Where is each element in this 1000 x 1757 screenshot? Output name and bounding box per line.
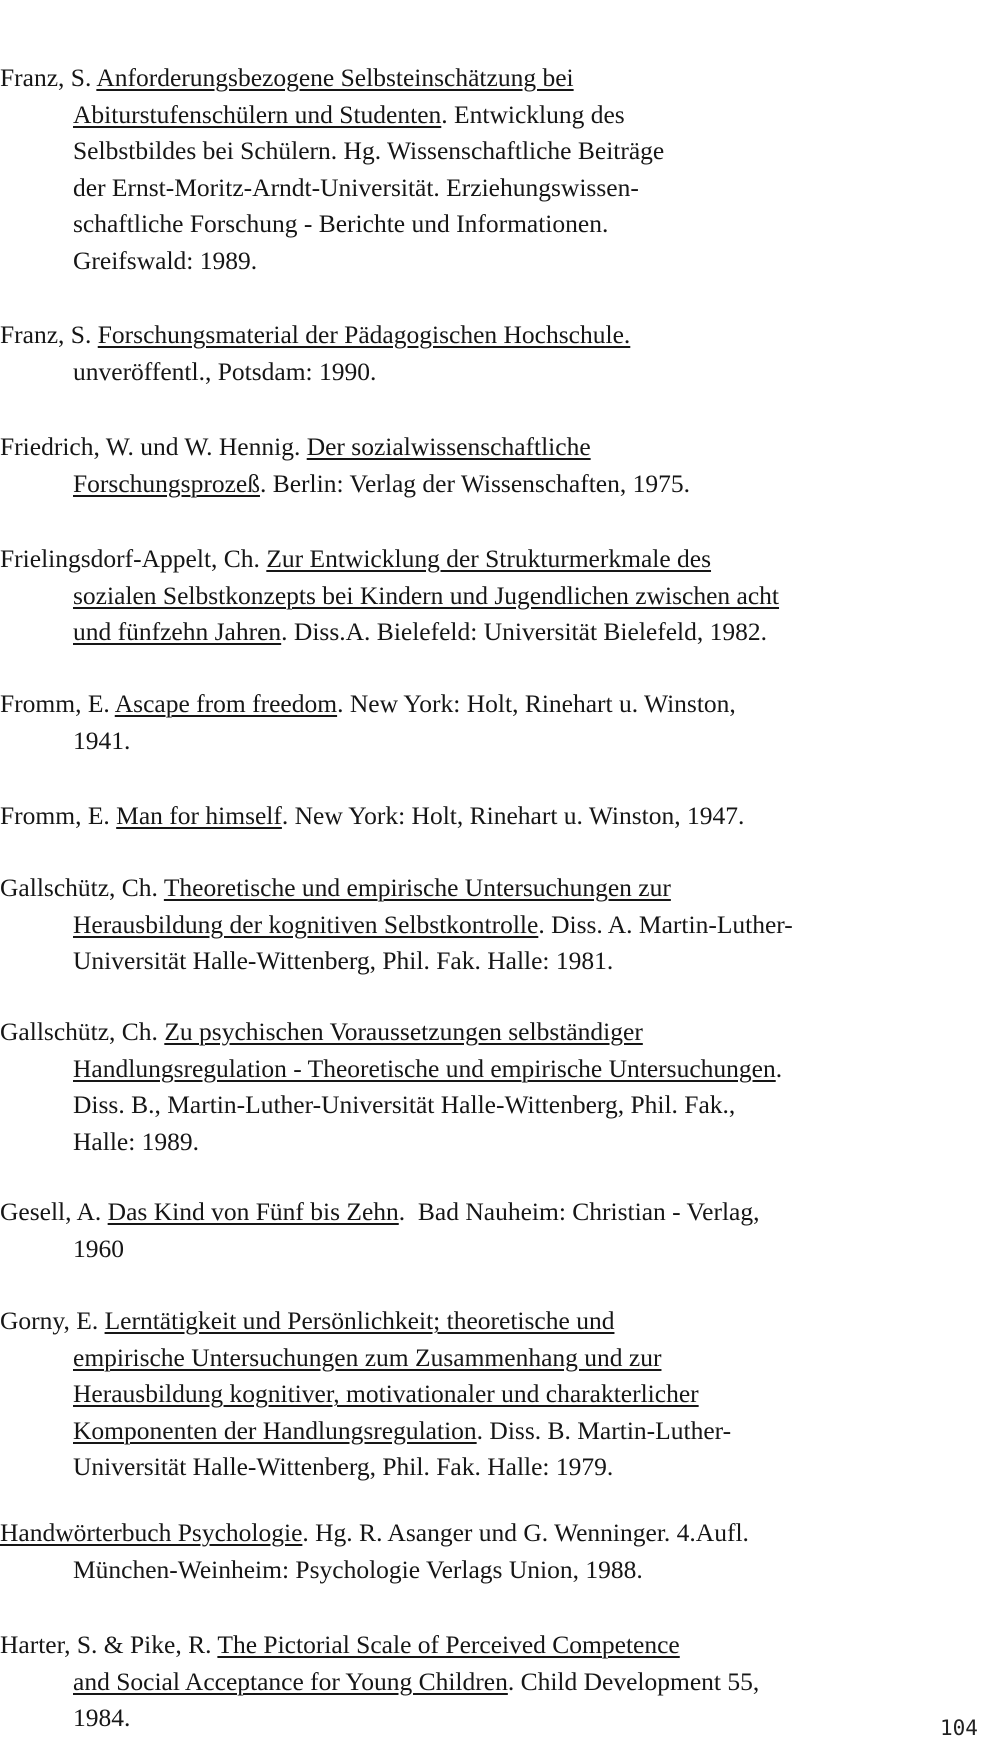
reference-handwoerterbuch-1988: [0, 1515, 975, 1588]
reference-line: Abiturstufenschülern und Studenten. Entwicklung des: [73, 99, 625, 129]
reference-line: Fromm, E. Ascape from freedom. New York: Holt, Rinehart u. Winston,: [0, 689, 736, 718]
reference-line: Halle: 1989.: [73, 1126, 200, 1156]
reference-franz-1990: [0, 317, 975, 390]
reference-line: Frielingsdorf-Appelt, Ch. Zur Entwicklung der Strukturmerkmale des: [0, 544, 712, 573]
reference-line: 1941.: [73, 725, 131, 755]
reference-line: empirische Untersuchungen zum Zusammenhang und zur: [73, 1342, 662, 1372]
page-number: 104: [940, 1716, 978, 1740]
reference-franz-1989: [0, 60, 975, 280]
reference-line: Diss. B., Martin-Luther-Universität Halle-Wittenberg, Phil. Fak.,: [73, 1090, 736, 1120]
reference-line: sozialen Selbstkonzepts bei Kindern und Jugendlichen zwischen acht: [73, 580, 780, 610]
reference-line: Forschungsprozeß. Berlin: Verlag der Wissenschaften, 1975.: [73, 468, 690, 498]
reference-line: Harter, S. & Pike, R. The Pictorial Scale of Perceived Competence: [0, 1630, 680, 1659]
reference-line: Fromm, E. Man for himself. New York: Holt, Rinehart u. Winston, 1947.: [0, 801, 745, 830]
reference-line: unveröffentl., Potsdam: 1990.: [73, 356, 377, 386]
reference-line: Franz, S. Anforderungsbezogene Selbsteinschätzung bei: [0, 63, 574, 92]
reference-line: Greifswald: 1989.: [73, 245, 258, 275]
reference-gesell-1960: [0, 1194, 975, 1267]
reference-gorny-1979: [0, 1303, 975, 1486]
reference-line: Friedrich, W. und W. Hennig. Der sozialwissenschaftliche: [0, 432, 591, 461]
reference-line: München-Weinheim: Psychologie Verlags Union, 1988.: [73, 1554, 643, 1584]
reference-line: und fünfzehn Jahren. Diss.A. Bielefeld: Universität Bielefeld, 1982.: [73, 617, 767, 647]
reference-gallschuetz-1981: [0, 870, 975, 980]
reference-line: Komponenten der Handlungsregulation. Diss. B. Martin-Luther-: [73, 1415, 732, 1445]
reference-line: Universität Halle-Wittenberg, Phil. Fak. Halle: 1979.: [73, 1452, 614, 1482]
reference-line: 1960: [73, 1233, 124, 1263]
reference-harter-1984: [0, 1627, 975, 1737]
reference-line: Universität Halle-Wittenberg, Phil. Fak. Halle: 1981.: [73, 946, 614, 976]
reference-line: schaftliche Forschung - Berichte und Informationen.: [73, 209, 609, 239]
reference-line: Handlungsregulation - Theoretische und empirische Untersuchungen.: [73, 1053, 783, 1083]
reference-line: Selbstbildes bei Schülern. Hg. Wissenschaftliche Beiträge: [73, 136, 665, 166]
reference-line: and Social Acceptance for Young Children. Child Development 55,: [73, 1666, 760, 1696]
reference-friedrich-1975: [0, 429, 975, 502]
reference-line: 1984.: [73, 1703, 131, 1733]
reference-line: Gallschütz, Ch. Theoretische und empirische Untersuchungen zur: [0, 873, 671, 902]
reference-line: Herausbildung der kognitiven Selbstkontrolle. Diss. A. Martin-Luther-: [73, 909, 793, 939]
reference-fromm-1947: [0, 798, 975, 835]
reference-line: Franz, S. Forschungsmaterial der Pädagogischen Hochschule.: [0, 320, 631, 349]
reference-line: Gesell, A. Das Kind von Fünf bis Zehn. Bad Nauheim: Christian - Verlag,: [0, 1197, 760, 1226]
reference-line: Herausbildung kognitiver, motivationaler und charakterlicher: [73, 1379, 699, 1409]
reference-gallschuetz-1989: [0, 1014, 975, 1160]
reference-line: Gorny, E. Lerntätigkeit und Persönlichkeit; theoretische und: [0, 1306, 615, 1335]
reference-line: Gallschütz, Ch. Zu psychischen Voraussetzungen selbständiger: [0, 1017, 643, 1046]
reference-line: der Ernst-Moritz-Arndt-Universität. Erziehungswissen-: [73, 172, 639, 202]
reference-fromm-1941: [0, 686, 975, 759]
reference-line: Handwörterbuch Psychologie. Hg. R. Asanger und G. Wenninger. 4.Aufl.: [0, 1518, 749, 1547]
reference-frielingsdorf-1982: [0, 541, 975, 651]
